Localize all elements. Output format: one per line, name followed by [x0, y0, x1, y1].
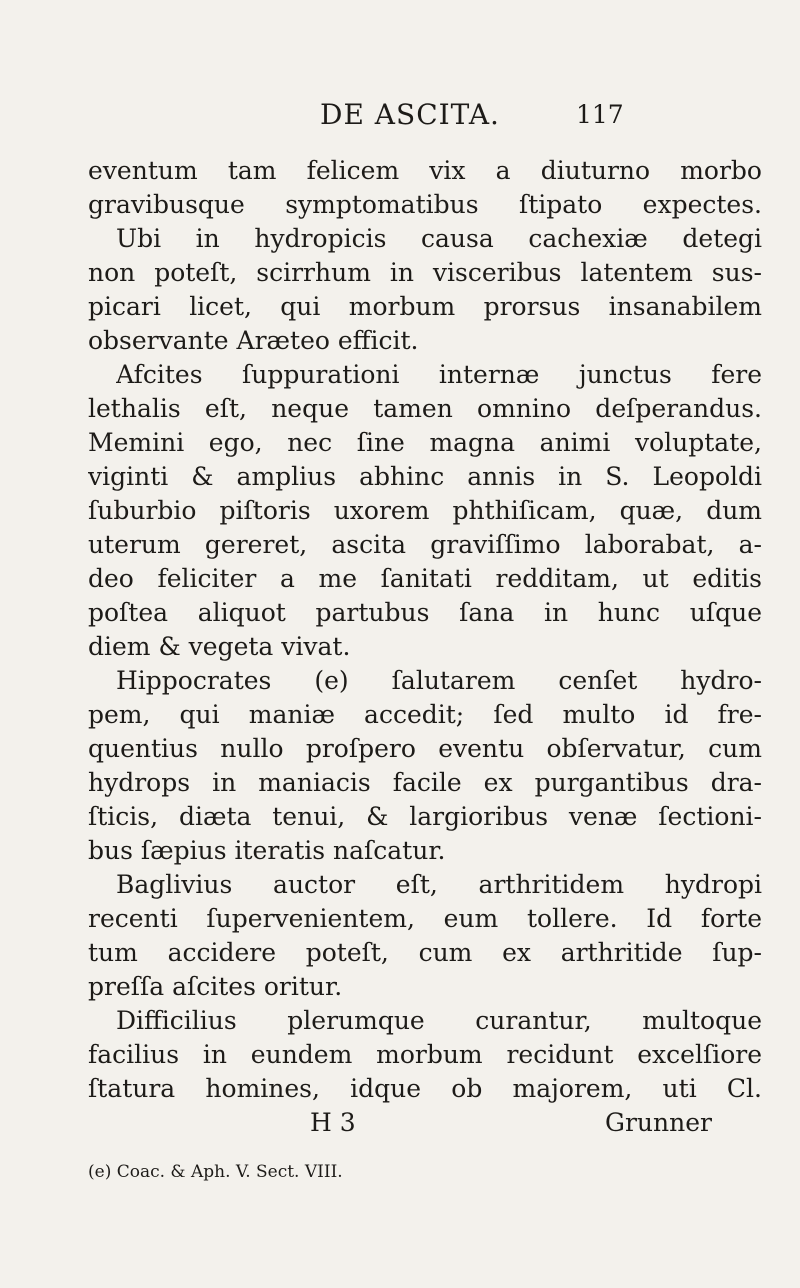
text-line: quentius nullo proſpero eventu obſervatur, cum [88, 734, 762, 763]
text-line: Memini ego, nec ſine magna animi voluptate, [88, 428, 762, 457]
text-line: viginti & amplius abhinc annis in S. Leopoldi [88, 462, 762, 491]
running-head [0, 98, 800, 138]
running-title: DE ASCITA. [320, 98, 500, 131]
text-line: bus ſæpius iteratis naſcatur. [88, 836, 446, 865]
text-line: preſſa aſcites oritur. [88, 972, 343, 1001]
catchword: Grunner [605, 1108, 712, 1137]
text-line: ſticis, diæta tenui, & largioribus venæ ſectioni- [88, 802, 762, 831]
text-line: uterum gereret, ascita graviſſimo laborabat, a- [88, 530, 762, 559]
text-line: tum accidere poteſt, cum ex arthritide ſup- [88, 938, 762, 967]
signature-mark: H 3 [310, 1108, 356, 1137]
footnote: (e) Coac. & Aph. V. Sect. VIII. [88, 1162, 343, 1182]
text-line: Hippocrates (e) ſalutarem cenſet hydro- [116, 666, 762, 695]
text-line: deo feliciter a me ſanitati redditam, ut editis [88, 564, 762, 593]
text-line: gravibusque symptomatibus ſtipato expectes. [88, 190, 762, 219]
text-line: pem, qui maniæ accedit; ſed multo id fre- [88, 700, 762, 729]
text-line: Ubi in hydropicis causa cachexiæ detegi [116, 224, 762, 253]
text-line: Difficilius plerumque curantur, multoque [116, 1006, 762, 1035]
text-line: picari licet, qui morbum prorsus insanabilem [88, 292, 762, 321]
text-line: diem & vegeta vivat. [88, 632, 351, 661]
text-line: non poteſt, scirrhum in visceribus latentem sus- [88, 258, 762, 287]
text-line: poſtea aliquot partubus ſana in hunc uſque [88, 598, 762, 627]
text-line: recenti ſupervenientem, eum tollere. Id forte [88, 904, 762, 933]
signature-line [0, 1105, 800, 1141]
text-line: eventum tam felicem vix a diuturno morbo [88, 156, 762, 185]
text-line: hydrops in maniacis facile ex purgantibus dra- [88, 768, 762, 797]
text-line: lethalis eſt, neque tamen omnino deſperandus. [88, 394, 762, 423]
text-line: Afcites ſuppurationi internæ junctus fere [116, 360, 762, 389]
text-line: observante Aræteo efficit. [88, 326, 419, 355]
text-line: Baglivius auctor eſt, arthritidem hydropi [116, 870, 762, 899]
text-line: ſuburbio piſtoris uxorem phthiſicam, quæ, dum [88, 496, 762, 525]
page-number: 117 [576, 100, 624, 129]
text-line: ſtatura homines, idque ob majorem, uti Cl. [88, 1074, 762, 1103]
text-line: facilius in eundem morbum recidunt excelſiore [88, 1040, 762, 1069]
